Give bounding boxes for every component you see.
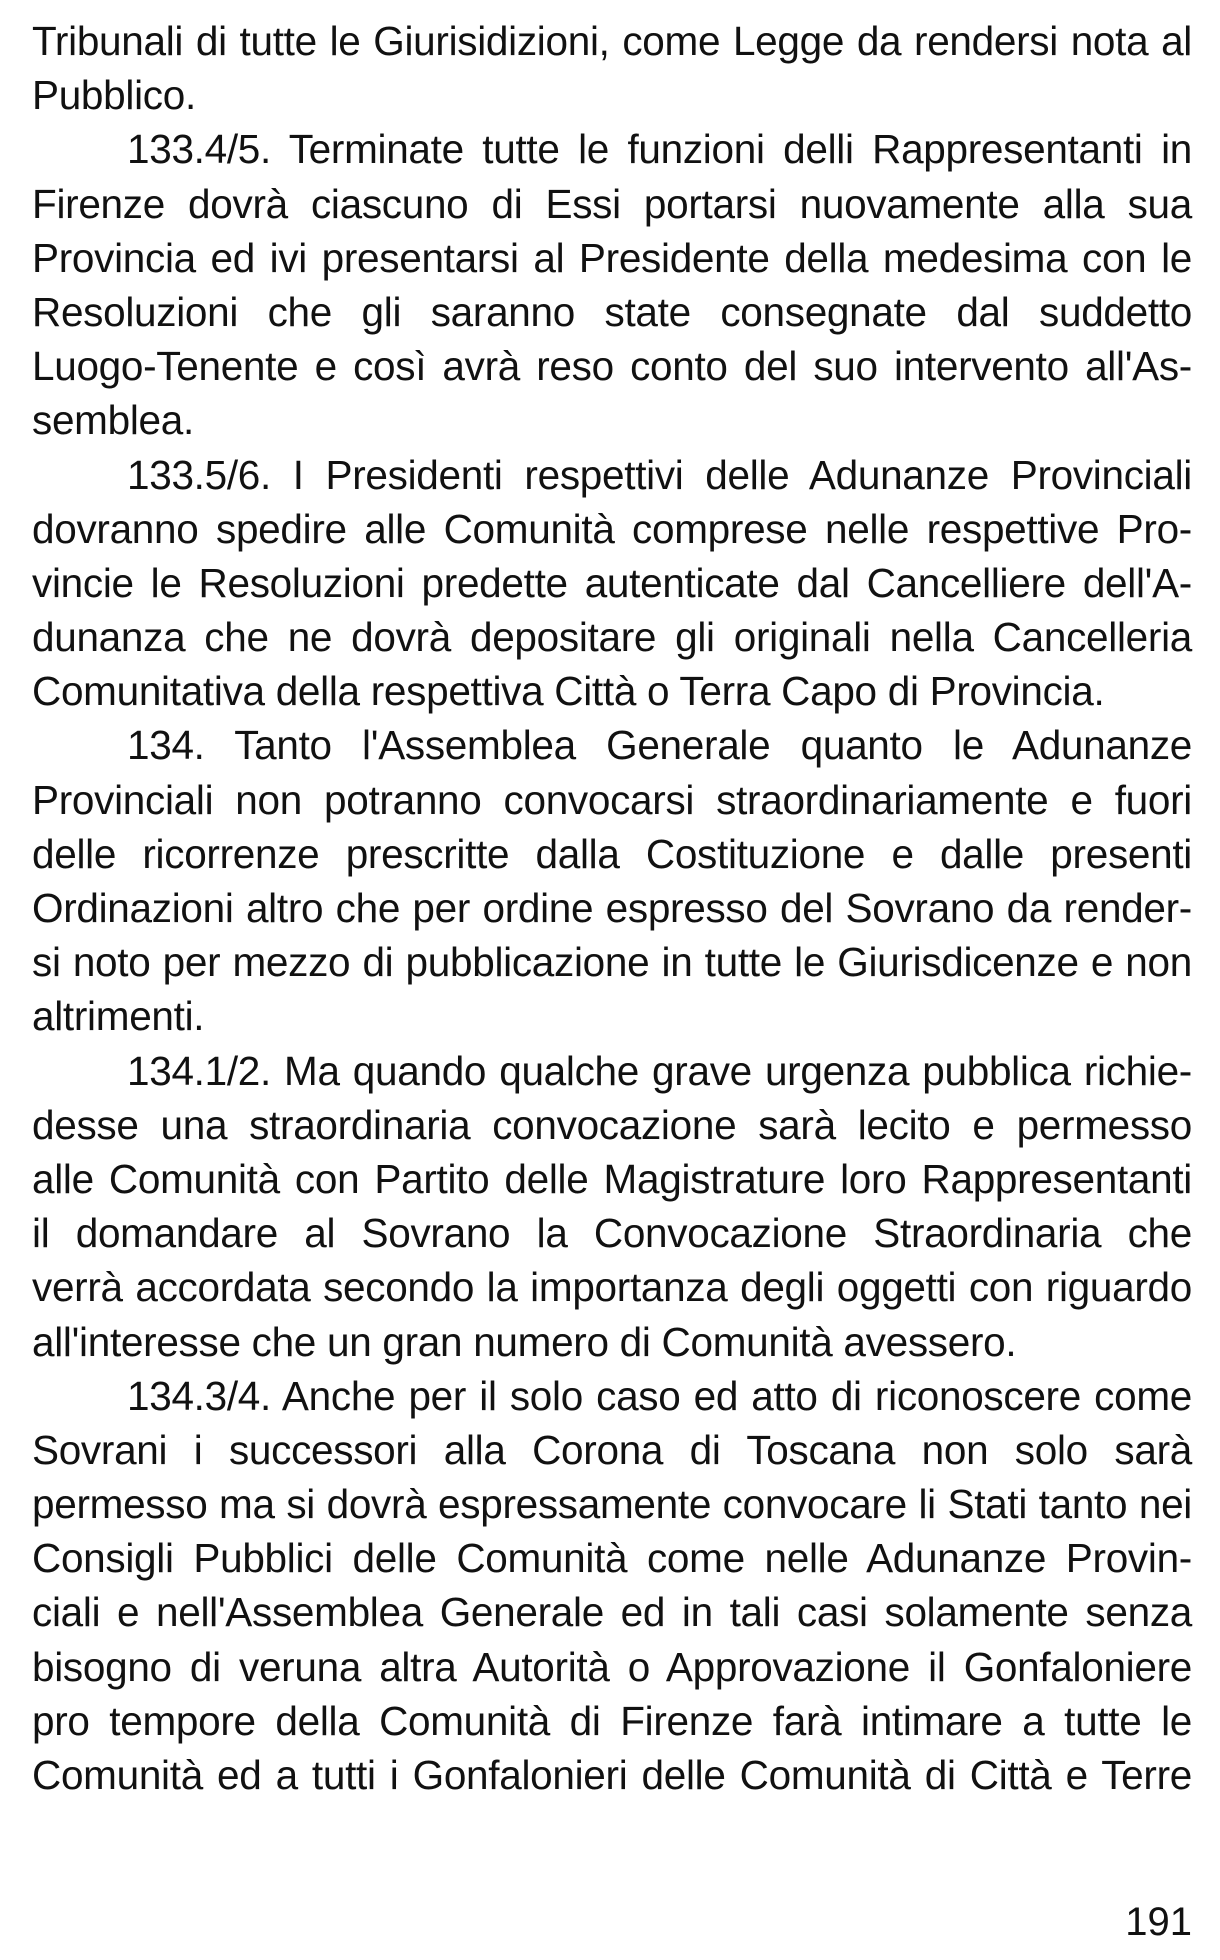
text-line: all'interesse che un gran numero di Comunità avessero. xyxy=(32,1318,1017,1365)
text-line: Provinciali non potranno convocarsi straordinariamente e fuori xyxy=(32,776,1192,823)
text-line: Ordinazioni altro che per ordine espresso del Sovrano da render- xyxy=(32,885,1192,931)
paragraph-start-line: 134. Tanto l'Assemblea Generale quanto le Adunanze xyxy=(127,722,1192,769)
document-body xyxy=(32,14,1192,1802)
text-line: Comunità ed a tutti i Gonfalonieri delle Comunità di Città e Terre xyxy=(32,1752,1192,1798)
text-line: vincie le Resoluzioni predette autenticate dal Cancelliere dell'A- xyxy=(32,559,1192,606)
text-line: Sovrani i successori alla Corona di Toscana non solo sarà xyxy=(32,1426,1192,1473)
text-line: altrimenti. xyxy=(32,993,205,1040)
text-line: dunanza che ne dovrà depositare gli originali nella Cancelleria xyxy=(32,614,1192,661)
paragraph-start-line: 133.4/5. Terminate tutte le funzioni delli Rappresentanti in xyxy=(127,126,1192,173)
text-line: verrà accordata secondo la importanza degli oggetti con riguardo xyxy=(32,1264,1192,1311)
text-line: bisogno di veruna altra Autorità o Approvazione il Gonfaloniere xyxy=(32,1643,1192,1690)
text-line: Tribunali di tutte le Giurisidizioni, come Legge da rendersi nota al xyxy=(32,18,1192,64)
text-line: permesso ma si dovrà espressamente convocare li Stati tanto nei xyxy=(32,1481,1192,1528)
paragraph-start-line: 134.1/2. Ma quando qualche grave urgenza pubblica richie- xyxy=(127,1047,1192,1094)
text-line: si noto per mezzo di pubblicazione in tutte le Giurisdicenze e non xyxy=(32,939,1192,986)
text-line: Firenze dovrà ciascuno di Essi portarsi nuovamente alla sua xyxy=(32,180,1192,227)
paragraph-start-line: 133.5/6. I Presidenti respettivi delle Adunanze Provinciali xyxy=(127,451,1192,498)
text-line: desse una straordinaria convocazione sarà lecito e permesso xyxy=(32,1101,1192,1148)
text-line: il domandare al Sovrano la Convocazione Straordinaria che xyxy=(32,1210,1192,1257)
paragraph-start-line: 134.3/4. Anche per il solo caso ed atto di riconoscere come xyxy=(127,1372,1192,1419)
text-line: Provincia ed ivi presentarsi al Presidente della medesima con le xyxy=(32,234,1192,281)
text-line: dovranno spedire alle Comunità comprese nelle respettive Pro- xyxy=(32,505,1192,552)
page-number: 191 xyxy=(1125,1900,1192,1944)
text-line: Pubblico. xyxy=(32,72,196,119)
text-line: semblea. xyxy=(32,397,194,444)
text-line: alle Comunità con Partito delle Magistrature loro Rappresentanti xyxy=(32,1155,1192,1202)
text-line: Luogo-Tenente e così avrà reso conto del suo intervento all'As- xyxy=(32,343,1192,390)
text-line: ciali e nell'Assemblea Generale ed in tali casi solamente senza xyxy=(32,1589,1192,1636)
text-line: Resoluzioni che gli saranno state consegnate dal suddetto xyxy=(32,288,1192,335)
text-line: delle ricorrenze prescritte dalla Costituzione e dalle presenti xyxy=(32,830,1192,877)
text-line: Consigli Pubblici delle Comunità come nelle Adunanze Provin- xyxy=(32,1535,1192,1582)
text-line: pro tempore della Comunità di Firenze farà intimare a tutte le xyxy=(32,1697,1192,1744)
text-line: Comunitativa della respettiva Città o Terra Capo di Provincia. xyxy=(32,668,1105,715)
